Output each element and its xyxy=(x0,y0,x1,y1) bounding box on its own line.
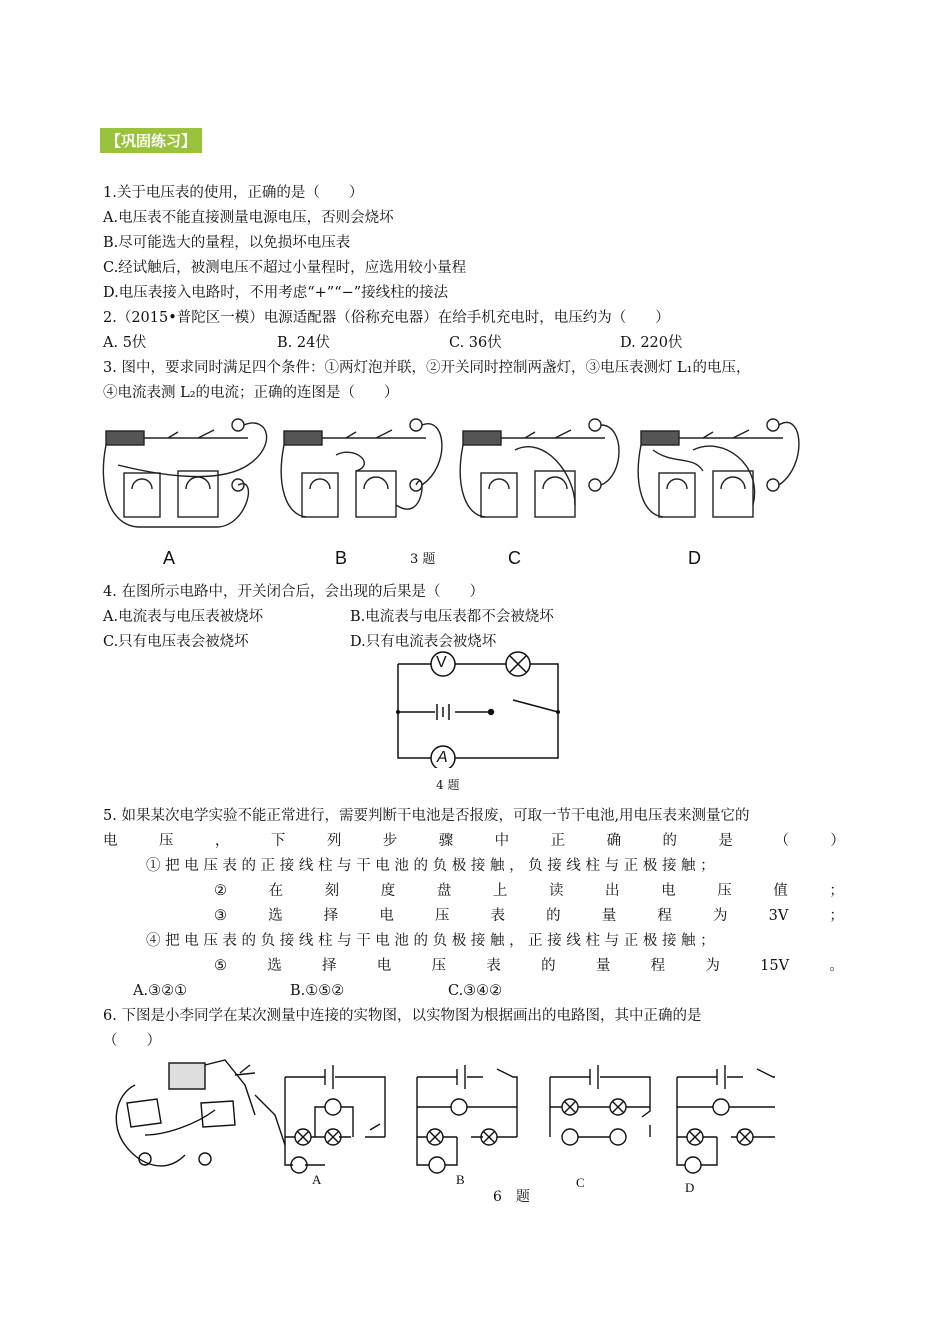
q5-step5: ⑤ 选 择 电 压 表 的 量 程 为 15V 。 xyxy=(214,958,844,974)
q6-label-b: B xyxy=(456,1172,465,1187)
q4-option-a: A.电流表与电压表被烧坏 xyxy=(103,609,264,625)
q4-voltmeter-label: V xyxy=(436,654,447,671)
q6-label-c: C xyxy=(576,1175,585,1190)
q2-option-a: A. 5伏 xyxy=(103,335,147,351)
q4-caption: 4 题 xyxy=(436,778,460,792)
q4-option-d: D.只有电流表会被烧坏 xyxy=(350,634,497,650)
q3-stem-line1: 3. 图中，要求同时满足四个条件：①两灯泡并联，②开关同时控制两盏灯，③电压表测灯 L₁的电压， xyxy=(103,360,751,376)
q2-option-b: B. 24伏 xyxy=(277,335,330,351)
section-header: 【巩固练习】 xyxy=(100,128,202,153)
q4-circuit-diagram xyxy=(393,650,563,768)
q4-option-b: B.电流表与电压表都不会被烧坏 xyxy=(350,609,554,625)
q5-option-c: C.③④② xyxy=(448,983,503,999)
q3-label-c: C xyxy=(508,548,521,568)
q2-option-d: D. 220伏 xyxy=(620,335,683,351)
q6-label-d: D xyxy=(685,1180,695,1195)
q5-step1: ① 把 电 压 表 的 正 接 线 柱 与 干 电 池 的 负 极 接 触 ， 负 接 线 柱 与 正 极 接 触 ； xyxy=(146,858,715,874)
q5-step3: ③ 选 择 电 压 表 的 量 程 为 3V ； xyxy=(214,908,844,924)
q5-line2: 电 压 ， 下 列 步 骤 中 正 确 的 是 （ ） xyxy=(103,833,845,849)
q3-label-d: D xyxy=(688,548,701,568)
q5-step4: ④ 把 电 压 表 的 负 接 线 柱 与 干 电 池 的 负 极 接 触 ， 正 接 线 柱 与 正 极 接 触 ； xyxy=(146,933,715,949)
q4-stem: 4. 在图所示电路中，开关闭合后，会出现的后果是（ ） xyxy=(103,584,484,600)
q4-option-c: C.只有电压表会被烧坏 xyxy=(103,634,249,650)
q1-option-c: C.经试触后，被测电压不超过小量程时，应选用较小量程 xyxy=(103,260,467,276)
q3-label-a: A xyxy=(163,548,176,568)
q6-stem-line1: 6. 下图是小李同学在某次测量中连接的实物图，以实物图为根据画出的电路图，其中正确的是 xyxy=(103,1008,702,1024)
q1-option-b: B.尽可能选大的量程，以免损坏电压表 xyxy=(103,235,351,251)
q3-caption: 3 题 xyxy=(410,552,436,567)
q6-circuit-figures xyxy=(105,1055,775,1180)
q3-stem-line2: ④电流表测 L₂的电流；正确的连图是（ ） xyxy=(103,385,399,401)
q2-option-c: C. 36伏 xyxy=(449,335,502,351)
q2-stem: 2.（2015•普陀区一模）电源适配器（俗称充电器）在给手机充电时，电压约为（ ） xyxy=(103,310,670,326)
q4-ammeter-label: A xyxy=(437,749,448,766)
q5-option-b: B.①⑤② xyxy=(290,983,345,999)
q5-option-a: A.③②① xyxy=(133,983,188,999)
q6-label-a: A xyxy=(312,1172,322,1187)
q3-label-b: B xyxy=(335,548,348,568)
q6-stem-line2: （ ） xyxy=(103,1033,161,1049)
q1-option-d: D.电压表接入电路时，不用考虑“+”“−”接线柱的接法 xyxy=(103,285,449,301)
q5-step2: ② 在 刻 度 盘 上 读 出 电 压 值 ； xyxy=(214,883,844,899)
q1-stem: 1.关于电压表的使用，正确的是（ ） xyxy=(103,185,364,201)
q1-option-a: A.电压表不能直接测量电源电压，否则会烧坏 xyxy=(103,210,394,226)
q6-caption: 6 题 xyxy=(493,1189,530,1205)
q3-circuit-figure xyxy=(98,405,808,540)
q5-line1: 5. 如果某次电学实验不能正常进行，需要判断干电池是否报废，可取一节干电池,用电压表来测量它的 xyxy=(103,808,750,824)
